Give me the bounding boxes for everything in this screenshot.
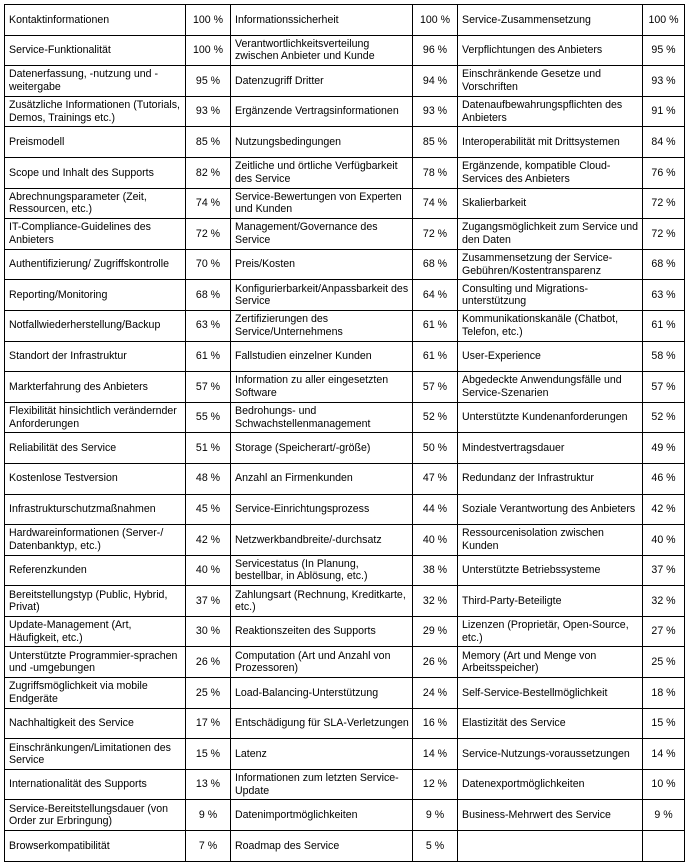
criterion-cell: Informationen zum letzten Service-Update xyxy=(231,769,413,800)
criteria-table xyxy=(4,4,685,862)
percentage-cell: 14 % xyxy=(413,739,458,770)
criterion-cell: Abgedeckte Anwendungsfälle und Service-Szenarien xyxy=(458,372,643,403)
criterion-cell: Fallstudien einzelner Kunden xyxy=(231,341,413,372)
criterion-cell: Third-Party-Beteiligte xyxy=(458,586,643,617)
percentage-cell: 68 % xyxy=(643,249,685,280)
percentage-cell: 85 % xyxy=(186,127,231,158)
criteria-table-body xyxy=(5,5,685,862)
criterion-cell: Elastizität des Service xyxy=(458,708,643,739)
percentage-cell: 30 % xyxy=(186,616,231,647)
criterion-cell: Kontaktinformationen xyxy=(5,5,186,36)
percentage-cell: 55 % xyxy=(186,402,231,433)
percentage-cell: 84 % xyxy=(643,127,685,158)
percentage-cell: 74 % xyxy=(413,188,458,219)
percentage-cell: 10 % xyxy=(643,769,685,800)
criterion-cell: Zertifizierungen des Service/Unternehmens xyxy=(231,310,413,341)
percentage-cell: 72 % xyxy=(186,219,231,250)
percentage-cell: 46 % xyxy=(643,463,685,494)
percentage-cell: 93 % xyxy=(413,96,458,127)
table-row xyxy=(5,647,685,678)
criterion-cell: Lizenzen (Proprietär, Open-Source, etc.) xyxy=(458,616,643,647)
criterion-cell: IT-Compliance-Guidelines des Anbieters xyxy=(5,219,186,250)
table-row xyxy=(5,310,685,341)
criterion-cell: Service-Bewertungen von Experten und Kunden xyxy=(231,188,413,219)
criterion-cell: Roadmap des Service xyxy=(231,831,413,862)
percentage-cell: 93 % xyxy=(186,96,231,127)
table-row xyxy=(5,586,685,617)
criterion-cell: Soziale Verantwortung des Anbieters xyxy=(458,494,643,525)
criterion-cell: Consulting und Migrations-unterstützung xyxy=(458,280,643,311)
criterion-cell: Service-Nutzungs-voraussetzungen xyxy=(458,739,643,770)
percentage-cell: 61 % xyxy=(413,310,458,341)
criterion-cell: Reporting/Monitoring xyxy=(5,280,186,311)
table-row xyxy=(5,219,685,250)
table-row xyxy=(5,35,685,66)
table-row xyxy=(5,494,685,525)
percentage-cell: 58 % xyxy=(643,341,685,372)
percentage-cell: 63 % xyxy=(643,280,685,311)
percentage-cell xyxy=(643,831,685,862)
percentage-cell: 96 % xyxy=(413,35,458,66)
percentage-cell: 85 % xyxy=(413,127,458,158)
table-row xyxy=(5,66,685,97)
percentage-cell: 9 % xyxy=(413,800,458,831)
percentage-cell: 72 % xyxy=(643,219,685,250)
criterion-cell: Service-Zusammensetzung xyxy=(458,5,643,36)
criterion-cell: Scope und Inhalt des Supports xyxy=(5,157,186,188)
criterion-cell: Einschränkende Gesetze und Vorschriften xyxy=(458,66,643,97)
criterion-cell: Informationssicherheit xyxy=(231,5,413,36)
percentage-cell: 47 % xyxy=(413,463,458,494)
criterion-cell: Storage (Speicherart/-größe) xyxy=(231,433,413,464)
criterion-cell: Bereitstellungstyp (Public, Hybrid, Privat) xyxy=(5,586,186,617)
criterion-cell: Skalierbarkeit xyxy=(458,188,643,219)
criterion-cell: Nutzungsbedingungen xyxy=(231,127,413,158)
percentage-cell: 38 % xyxy=(413,555,458,586)
percentage-cell: 24 % xyxy=(413,678,458,709)
criterion-cell: Ergänzende Vertragsinformationen xyxy=(231,96,413,127)
criterion-cell: Hardwareinformationen (Server-/ Datenbanktyp, etc.) xyxy=(5,525,186,556)
percentage-cell: 26 % xyxy=(186,647,231,678)
percentage-cell: 64 % xyxy=(413,280,458,311)
criterion-cell: Zusammensetzung der Service-Gebühren/Kostentransparenz xyxy=(458,249,643,280)
criterion-cell: Redundanz der Infrastruktur xyxy=(458,463,643,494)
percentage-cell: 40 % xyxy=(643,525,685,556)
percentage-cell: 40 % xyxy=(413,525,458,556)
percentage-cell: 48 % xyxy=(186,463,231,494)
table-row xyxy=(5,249,685,280)
percentage-cell: 50 % xyxy=(413,433,458,464)
percentage-cell: 95 % xyxy=(643,35,685,66)
percentage-cell: 61 % xyxy=(643,310,685,341)
percentage-cell: 68 % xyxy=(413,249,458,280)
table-row xyxy=(5,5,685,36)
criterion-cell: Latenz xyxy=(231,739,413,770)
percentage-cell: 68 % xyxy=(186,280,231,311)
table-row xyxy=(5,678,685,709)
criterion-cell: Datenimportmöglichkeiten xyxy=(231,800,413,831)
table-row xyxy=(5,157,685,188)
percentage-cell: 100 % xyxy=(643,5,685,36)
percentage-cell: 5 % xyxy=(413,831,458,862)
percentage-cell: 78 % xyxy=(413,157,458,188)
percentage-cell: 44 % xyxy=(413,494,458,525)
percentage-cell: 29 % xyxy=(413,616,458,647)
criterion-cell: Verpflichtungen des Anbieters xyxy=(458,35,643,66)
table-row xyxy=(5,463,685,494)
criterion-cell: User-Experience xyxy=(458,341,643,372)
table-row xyxy=(5,280,685,311)
table-row xyxy=(5,127,685,158)
criterion-cell: Self-Service-Bestellmöglichkeit xyxy=(458,678,643,709)
percentage-cell: 37 % xyxy=(643,555,685,586)
criterion-cell: Datenerfassung, -nutzung und -weitergabe xyxy=(5,66,186,97)
criterion-cell: Zusätzliche Informationen (Tutorials, Demos, Trainings etc.) xyxy=(5,96,186,127)
criterion-cell xyxy=(458,831,643,862)
percentage-cell: 18 % xyxy=(643,678,685,709)
percentage-cell: 100 % xyxy=(413,5,458,36)
percentage-cell: 70 % xyxy=(186,249,231,280)
percentage-cell: 13 % xyxy=(186,769,231,800)
criterion-cell: Datenaufbewahrungspflichten des Anbieters xyxy=(458,96,643,127)
table-row xyxy=(5,525,685,556)
percentage-cell: 61 % xyxy=(413,341,458,372)
percentage-cell: 25 % xyxy=(186,678,231,709)
percentage-cell: 95 % xyxy=(186,66,231,97)
criterion-cell: Reliabilität des Service xyxy=(5,433,186,464)
percentage-cell: 72 % xyxy=(643,188,685,219)
table-row xyxy=(5,341,685,372)
percentage-cell: 93 % xyxy=(643,66,685,97)
criterion-cell: Abrechnungsparameter (Zeit, Ressourcen, etc.) xyxy=(5,188,186,219)
criterion-cell: Konfigurierbarkeit/Anpassbarkeit des Service xyxy=(231,280,413,311)
table-row xyxy=(5,96,685,127)
criterion-cell: Ressourcenisolation zwischen Kunden xyxy=(458,525,643,556)
criterion-cell: Entschädigung für SLA-Verletzungen xyxy=(231,708,413,739)
criterion-cell: Standort der Infrastruktur xyxy=(5,341,186,372)
criterion-cell: Unterstützte Kundenanforderungen xyxy=(458,402,643,433)
criterion-cell: Kostenlose Testversion xyxy=(5,463,186,494)
percentage-cell: 100 % xyxy=(186,35,231,66)
percentage-cell: 52 % xyxy=(643,402,685,433)
table-row xyxy=(5,739,685,770)
criterion-cell: Service-Bereitstellungsdauer (von Order zur Erbringung) xyxy=(5,800,186,831)
criterion-cell: Preis/Kosten xyxy=(231,249,413,280)
criterion-cell: Netzwerkbandbreite/-durchsatz xyxy=(231,525,413,556)
criterion-cell: Notfallwiederherstellung/Backup xyxy=(5,310,186,341)
percentage-cell: 74 % xyxy=(186,188,231,219)
criterion-cell: Zeitliche und örtliche Verfügbarkeit des Service xyxy=(231,157,413,188)
criterion-cell: Preismodell xyxy=(5,127,186,158)
percentage-cell: 49 % xyxy=(643,433,685,464)
criterion-cell: Browserkompatibilität xyxy=(5,831,186,862)
criterion-cell: Interoperabilität mit Drittsystemen xyxy=(458,127,643,158)
criterion-cell: Einschränkungen/Limitationen des Service xyxy=(5,739,186,770)
criterion-cell: Service-Funktionalität xyxy=(5,35,186,66)
criterion-cell: Load-Balancing-Unterstützung xyxy=(231,678,413,709)
criterion-cell: Zahlungsart (Rechnung, Kreditkarte, etc.) xyxy=(231,586,413,617)
criterion-cell: Authentifizierung/ Zugriffskontrolle xyxy=(5,249,186,280)
percentage-cell: 45 % xyxy=(186,494,231,525)
percentage-cell: 40 % xyxy=(186,555,231,586)
criterion-cell: Datenexportmöglichkeiten xyxy=(458,769,643,800)
criterion-cell: Management/Governance des Service xyxy=(231,219,413,250)
criterion-cell: Service-Einrichtungsprozess xyxy=(231,494,413,525)
table-row xyxy=(5,708,685,739)
percentage-cell: 57 % xyxy=(643,372,685,403)
criterion-cell: Computation (Art und Anzahl von Prozessoren) xyxy=(231,647,413,678)
criterion-cell: Servicestatus (In Planung, bestellbar, in Ablösung, etc.) xyxy=(231,555,413,586)
table-row xyxy=(5,831,685,862)
criterion-cell: Unterstützte Programmier-sprachen und -umgebungen xyxy=(5,647,186,678)
percentage-cell: 57 % xyxy=(413,372,458,403)
percentage-cell: 17 % xyxy=(186,708,231,739)
criterion-cell: Information zu aller eingesetzten Software xyxy=(231,372,413,403)
criterion-cell: Infrastrukturschutzmaßnahmen xyxy=(5,494,186,525)
percentage-cell: 76 % xyxy=(643,157,685,188)
percentage-cell: 14 % xyxy=(643,739,685,770)
criterion-cell: Flexibilität hinsichtlich verändernder Anforderungen xyxy=(5,402,186,433)
percentage-cell: 42 % xyxy=(643,494,685,525)
criterion-cell: Zugangsmöglichkeit zum Service und den Daten xyxy=(458,219,643,250)
percentage-cell: 94 % xyxy=(413,66,458,97)
percentage-cell: 12 % xyxy=(413,769,458,800)
criterion-cell: Nachhaltigkeit des Service xyxy=(5,708,186,739)
percentage-cell: 15 % xyxy=(186,739,231,770)
percentage-cell: 9 % xyxy=(643,800,685,831)
percentage-cell: 27 % xyxy=(643,616,685,647)
criterion-cell: Reaktionszeiten des Supports xyxy=(231,616,413,647)
percentage-cell: 32 % xyxy=(413,586,458,617)
percentage-cell: 51 % xyxy=(186,433,231,464)
percentage-cell: 91 % xyxy=(643,96,685,127)
percentage-cell: 32 % xyxy=(643,586,685,617)
criterion-cell: Bedrohungs- und Schwachstellenmanagement xyxy=(231,402,413,433)
percentage-cell: 100 % xyxy=(186,5,231,36)
percentage-cell: 26 % xyxy=(413,647,458,678)
percentage-cell: 52 % xyxy=(413,402,458,433)
percentage-cell: 9 % xyxy=(186,800,231,831)
criterion-cell: Update-Management (Art, Häufigkeit, etc.) xyxy=(5,616,186,647)
criterion-cell: Verantwortlichkeitsverteilung zwischen Anbieter und Kunde xyxy=(231,35,413,66)
table-row xyxy=(5,433,685,464)
percentage-cell: 7 % xyxy=(186,831,231,862)
criterion-cell: Referenzkunden xyxy=(5,555,186,586)
criterion-cell: Kommunikationskanäle (Chatbot, Telefon, etc.) xyxy=(458,310,643,341)
percentage-cell: 37 % xyxy=(186,586,231,617)
criterion-cell: Ergänzende, kompatible Cloud-Services des Anbieters xyxy=(458,157,643,188)
percentage-cell: 57 % xyxy=(186,372,231,403)
percentage-cell: 82 % xyxy=(186,157,231,188)
criterion-cell: Zugriffsmöglichkeit via mobile Endgeräte xyxy=(5,678,186,709)
percentage-cell: 42 % xyxy=(186,525,231,556)
percentage-cell: 63 % xyxy=(186,310,231,341)
percentage-cell: 72 % xyxy=(413,219,458,250)
criterion-cell: Datenzugriff Dritter xyxy=(231,66,413,97)
table-row xyxy=(5,555,685,586)
criterion-cell: Memory (Art und Menge von Arbeitsspeicher) xyxy=(458,647,643,678)
table-row xyxy=(5,402,685,433)
table-row xyxy=(5,372,685,403)
percentage-cell: 61 % xyxy=(186,341,231,372)
percentage-cell: 16 % xyxy=(413,708,458,739)
criterion-cell: Mindestvertragsdauer xyxy=(458,433,643,464)
percentage-cell: 25 % xyxy=(643,647,685,678)
table-row xyxy=(5,769,685,800)
criterion-cell: Unterstützte Betriebssysteme xyxy=(458,555,643,586)
criterion-cell: Anzahl an Firmenkunden xyxy=(231,463,413,494)
table-row xyxy=(5,616,685,647)
criterion-cell: Markterfahrung des Anbieters xyxy=(5,372,186,403)
criterion-cell: Business-Mehrwert des Service xyxy=(458,800,643,831)
criterion-cell: Internationalität des Supports xyxy=(5,769,186,800)
table-row xyxy=(5,188,685,219)
percentage-cell: 15 % xyxy=(643,708,685,739)
table-row xyxy=(5,800,685,831)
